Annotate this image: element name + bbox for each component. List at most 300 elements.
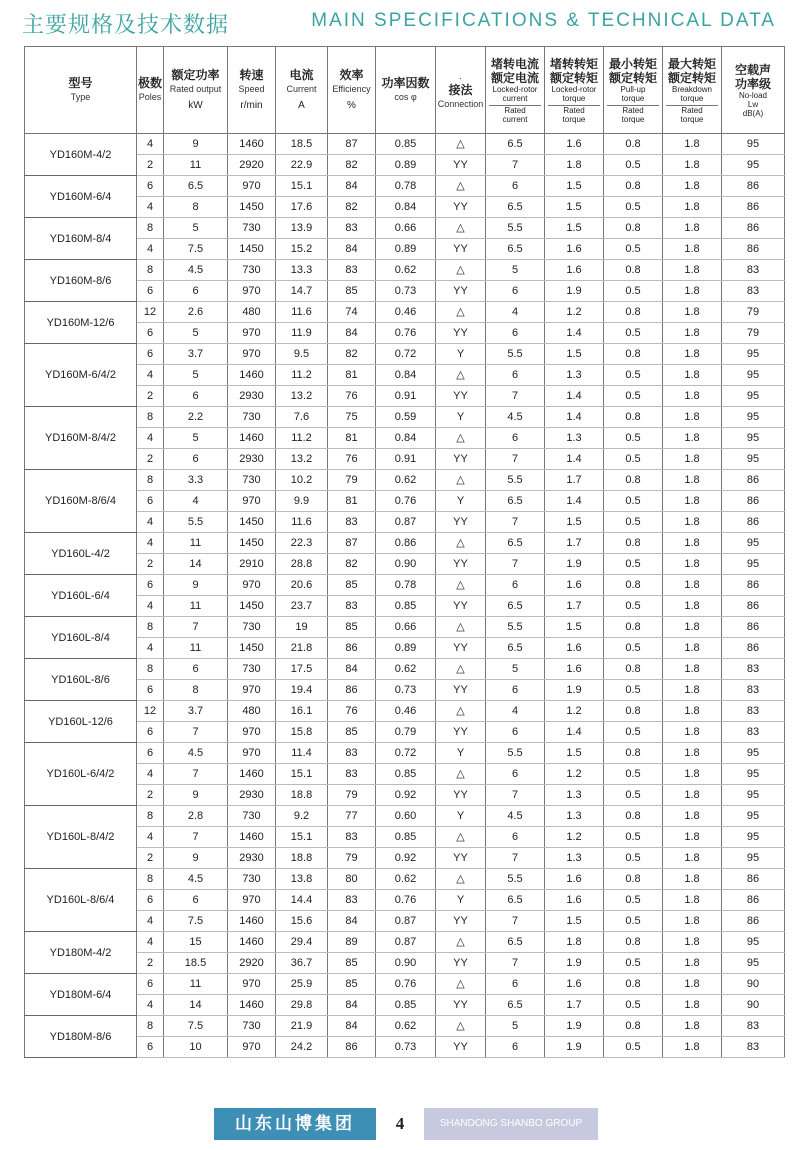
cell-speed: 1450	[228, 239, 276, 260]
cell-connection: YY	[436, 449, 486, 470]
cell-breakdown-torque-ratio: 1.8	[663, 617, 722, 638]
cell-noise-level: 95	[722, 764, 785, 785]
cell-breakdown-torque-ratio: 1.8	[663, 932, 722, 953]
cell-locked-rotor-current-ratio: 6	[486, 764, 545, 785]
cell-power-factor: 0.62	[376, 659, 436, 680]
cell-locked-rotor-torque-ratio: 1.6	[545, 239, 604, 260]
table-row	[25, 848, 785, 869]
cell-poles: 8	[137, 218, 164, 239]
cell-noise-level: 95	[722, 344, 785, 365]
cell-power-factor: 0.90	[376, 953, 436, 974]
cell-power-factor: 0.76	[376, 323, 436, 344]
table-row	[25, 239, 785, 260]
cell-locked-rotor-current-ratio: 6	[486, 365, 545, 386]
table-row	[25, 1037, 785, 1058]
cell-power-factor: 0.76	[376, 974, 436, 995]
cell-speed: 1460	[228, 995, 276, 1016]
cell-locked-rotor-torque-ratio: 1.4	[545, 449, 604, 470]
cell-locked-rotor-torque-ratio: 1.9	[545, 953, 604, 974]
cell-speed: 730	[228, 260, 276, 281]
cell-efficiency: 85	[328, 617, 376, 638]
cell-connection: △	[436, 1016, 486, 1037]
cell-noise-level: 86	[722, 911, 785, 932]
cell-current: 11.2	[276, 365, 328, 386]
cell-power-factor: 0.85	[376, 995, 436, 1016]
cell-efficiency: 83	[328, 596, 376, 617]
table-row	[25, 554, 785, 575]
cell-connection: YY	[436, 596, 486, 617]
cell-poles: 6	[137, 491, 164, 512]
cell-connection: YY	[436, 953, 486, 974]
cell-speed: 2930	[228, 386, 276, 407]
table-row	[25, 344, 785, 365]
cell-locked-rotor-torque-ratio: 1.3	[545, 428, 604, 449]
header-noise-level: 空载声 功率级 No-load Lw dB(A)	[722, 47, 785, 134]
cell-speed: 730	[228, 218, 276, 239]
cell-pull-up-torque-ratio: 0.5	[604, 281, 663, 302]
table-row	[25, 869, 785, 890]
table-row	[25, 533, 785, 554]
cell-locked-rotor-current-ratio: 6.5	[486, 533, 545, 554]
cell-power-factor: 0.76	[376, 890, 436, 911]
cell-breakdown-torque-ratio: 1.8	[663, 722, 722, 743]
cell-pull-up-torque-ratio: 0.8	[604, 344, 663, 365]
cell-connection: YY	[436, 386, 486, 407]
cell-pull-up-torque-ratio: 0.5	[604, 911, 663, 932]
cell-pull-up-torque-ratio: 0.5	[604, 386, 663, 407]
cell-efficiency: 84	[328, 995, 376, 1016]
cell-speed: 2920	[228, 953, 276, 974]
cell-power-factor: 0.91	[376, 386, 436, 407]
cell-locked-rotor-current-ratio: 6.5	[486, 890, 545, 911]
cell-breakdown-torque-ratio: 1.8	[663, 743, 722, 764]
cell-power-factor: 0.72	[376, 743, 436, 764]
cell-connection: △	[436, 932, 486, 953]
cell-breakdown-torque-ratio: 1.8	[663, 911, 722, 932]
cell-locked-rotor-torque-ratio: 1.3	[545, 785, 604, 806]
cell-poles: 4	[137, 197, 164, 218]
cell-connection: △	[436, 617, 486, 638]
cell-noise-level: 86	[722, 197, 785, 218]
cell-locked-rotor-current-ratio: 4	[486, 302, 545, 323]
cell-pull-up-torque-ratio: 0.8	[604, 470, 663, 491]
cell-locked-rotor-torque-ratio: 1.3	[545, 848, 604, 869]
cell-connection: △	[436, 533, 486, 554]
cell-connection: △	[436, 869, 486, 890]
cell-efficiency: 83	[328, 764, 376, 785]
cell-type: YD180M-8/6	[25, 1016, 137, 1058]
cell-connection: △	[436, 134, 486, 155]
cell-current: 13.9	[276, 218, 328, 239]
cell-poles: 4	[137, 827, 164, 848]
cell-pull-up-torque-ratio: 0.8	[604, 533, 663, 554]
cell-speed: 1460	[228, 428, 276, 449]
cell-poles: 6	[137, 323, 164, 344]
table-row	[25, 197, 785, 218]
cell-locked-rotor-current-ratio: 6	[486, 827, 545, 848]
cell-power-factor: 0.84	[376, 365, 436, 386]
cell-locked-rotor-torque-ratio: 1.2	[545, 302, 604, 323]
cell-current: 9.5	[276, 344, 328, 365]
table-row	[25, 407, 785, 428]
cell-noise-level: 95	[722, 428, 785, 449]
cell-locked-rotor-current-ratio: 5.5	[486, 344, 545, 365]
cell-power-factor: 0.46	[376, 701, 436, 722]
cell-efficiency: 82	[328, 344, 376, 365]
cell-locked-rotor-torque-ratio: 1.2	[545, 764, 604, 785]
cell-poles: 6	[137, 575, 164, 596]
cell-rated-output: 11	[164, 155, 228, 176]
cell-connection: Y	[436, 344, 486, 365]
cell-noise-level: 86	[722, 491, 785, 512]
cell-efficiency: 82	[328, 155, 376, 176]
cell-poles: 8	[137, 407, 164, 428]
cell-pull-up-torque-ratio: 0.5	[604, 638, 663, 659]
cell-efficiency: 85	[328, 575, 376, 596]
cell-speed: 970	[228, 281, 276, 302]
cell-type: YD160M-8/6/4	[25, 470, 137, 533]
cell-noise-level: 95	[722, 134, 785, 155]
cell-connection: Y	[436, 743, 486, 764]
cell-noise-level: 79	[722, 323, 785, 344]
cell-breakdown-torque-ratio: 1.8	[663, 491, 722, 512]
cell-power-factor: 0.62	[376, 869, 436, 890]
cell-efficiency: 85	[328, 281, 376, 302]
cell-locked-rotor-torque-ratio: 1.5	[545, 218, 604, 239]
cell-current: 15.2	[276, 239, 328, 260]
cell-power-factor: 0.73	[376, 680, 436, 701]
cell-current: 11.6	[276, 512, 328, 533]
cell-current: 11.6	[276, 302, 328, 323]
cell-poles: 8	[137, 869, 164, 890]
cell-pull-up-torque-ratio: 0.5	[604, 722, 663, 743]
cell-breakdown-torque-ratio: 1.8	[663, 701, 722, 722]
cell-locked-rotor-torque-ratio: 1.6	[545, 575, 604, 596]
cell-locked-rotor-current-ratio: 4.5	[486, 407, 545, 428]
cell-locked-rotor-torque-ratio: 1.6	[545, 260, 604, 281]
cell-speed: 1460	[228, 764, 276, 785]
cell-pull-up-torque-ratio: 0.8	[604, 260, 663, 281]
cell-pull-up-torque-ratio: 0.5	[604, 239, 663, 260]
cell-current: 17.5	[276, 659, 328, 680]
cell-pull-up-torque-ratio: 0.8	[604, 302, 663, 323]
cell-efficiency: 83	[328, 260, 376, 281]
cell-current: 18.8	[276, 848, 328, 869]
cell-breakdown-torque-ratio: 1.8	[663, 890, 722, 911]
table-body	[25, 134, 785, 1058]
cell-locked-rotor-current-ratio: 5	[486, 659, 545, 680]
cell-locked-rotor-torque-ratio: 1.4	[545, 323, 604, 344]
cell-connection: YY	[436, 155, 486, 176]
cell-breakdown-torque-ratio: 1.8	[663, 596, 722, 617]
cell-locked-rotor-current-ratio: 7	[486, 512, 545, 533]
cell-locked-rotor-torque-ratio: 1.4	[545, 722, 604, 743]
page-title-en: MAIN SPECIFICATIONS & TECHNICAL DATA	[311, 10, 776, 31]
cell-poles: 2	[137, 554, 164, 575]
cell-locked-rotor-torque-ratio: 1.2	[545, 701, 604, 722]
footer-company-cn: 山东山博集团	[214, 1108, 376, 1140]
cell-rated-output: 3.7	[164, 344, 228, 365]
cell-current: 13.8	[276, 869, 328, 890]
header-power-factor: 功率因数 cos φ	[376, 47, 436, 134]
cell-power-factor: 0.46	[376, 302, 436, 323]
cell-speed: 2910	[228, 554, 276, 575]
cell-speed: 1450	[228, 638, 276, 659]
cell-breakdown-torque-ratio: 1.8	[663, 197, 722, 218]
cell-breakdown-torque-ratio: 1.8	[663, 344, 722, 365]
cell-efficiency: 84	[328, 239, 376, 260]
cell-rated-output: 6	[164, 449, 228, 470]
cell-locked-rotor-torque-ratio: 1.4	[545, 491, 604, 512]
cell-pull-up-torque-ratio: 0.5	[604, 323, 663, 344]
cell-speed: 1460	[228, 365, 276, 386]
cell-connection: △	[436, 428, 486, 449]
cell-speed: 1450	[228, 512, 276, 533]
cell-current: 16.1	[276, 701, 328, 722]
cell-noise-level: 83	[722, 680, 785, 701]
cell-locked-rotor-current-ratio: 7	[486, 155, 545, 176]
cell-efficiency: 74	[328, 302, 376, 323]
cell-rated-output: 5	[164, 428, 228, 449]
cell-pull-up-torque-ratio: 0.5	[604, 428, 663, 449]
cell-noise-level: 90	[722, 974, 785, 995]
cell-breakdown-torque-ratio: 1.8	[663, 470, 722, 491]
cell-pull-up-torque-ratio: 0.8	[604, 176, 663, 197]
cell-locked-rotor-current-ratio: 5.5	[486, 470, 545, 491]
cell-connection: △	[436, 218, 486, 239]
cell-poles: 4	[137, 239, 164, 260]
cell-poles: 6	[137, 743, 164, 764]
cell-breakdown-torque-ratio: 1.8	[663, 848, 722, 869]
cell-locked-rotor-torque-ratio: 1.7	[545, 470, 604, 491]
cell-pull-up-torque-ratio: 0.8	[604, 617, 663, 638]
cell-speed: 970	[228, 680, 276, 701]
cell-speed: 2930	[228, 785, 276, 806]
cell-breakdown-torque-ratio: 1.8	[663, 155, 722, 176]
table-header-row	[25, 47, 785, 134]
cell-connection: YY	[436, 239, 486, 260]
cell-poles: 4	[137, 533, 164, 554]
table-row	[25, 386, 785, 407]
cell-power-factor: 0.85	[376, 596, 436, 617]
cell-locked-rotor-torque-ratio: 1.5	[545, 911, 604, 932]
cell-current: 15.1	[276, 827, 328, 848]
cell-rated-output: 6	[164, 386, 228, 407]
cell-efficiency: 76	[328, 386, 376, 407]
cell-locked-rotor-torque-ratio: 1.5	[545, 197, 604, 218]
footer-company-en: SHANDONG SHANBO GROUP	[424, 1108, 598, 1140]
cell-breakdown-torque-ratio: 1.8	[663, 575, 722, 596]
cell-efficiency: 76	[328, 701, 376, 722]
cell-rated-output: 7.5	[164, 1016, 228, 1037]
cell-type: YD160M-6/4/2	[25, 344, 137, 407]
cell-poles: 4	[137, 995, 164, 1016]
cell-noise-level: 95	[722, 953, 785, 974]
cell-connection: △	[436, 659, 486, 680]
cell-locked-rotor-torque-ratio: 1.7	[545, 596, 604, 617]
cell-locked-rotor-current-ratio: 4	[486, 701, 545, 722]
cell-rated-output: 9	[164, 575, 228, 596]
cell-current: 23.7	[276, 596, 328, 617]
cell-locked-rotor-current-ratio: 5.5	[486, 869, 545, 890]
cell-noise-level: 86	[722, 596, 785, 617]
cell-locked-rotor-torque-ratio: 1.5	[545, 344, 604, 365]
cell-breakdown-torque-ratio: 1.8	[663, 407, 722, 428]
cell-noise-level: 95	[722, 848, 785, 869]
table-row	[25, 470, 785, 491]
cell-rated-output: 9	[164, 848, 228, 869]
cell-current: 18.8	[276, 785, 328, 806]
cell-connection: YY	[436, 281, 486, 302]
cell-breakdown-torque-ratio: 1.8	[663, 638, 722, 659]
cell-breakdown-torque-ratio: 1.8	[663, 176, 722, 197]
header-efficiency: 效率 Efficiency %	[328, 47, 376, 134]
cell-locked-rotor-torque-ratio: 1.5	[545, 743, 604, 764]
cell-power-factor: 0.92	[376, 785, 436, 806]
cell-connection: YY	[436, 722, 486, 743]
table-row	[25, 134, 785, 155]
cell-power-factor: 0.78	[376, 176, 436, 197]
cell-pull-up-torque-ratio: 0.8	[604, 743, 663, 764]
cell-pull-up-torque-ratio: 0.8	[604, 1016, 663, 1037]
cell-rated-output: 6	[164, 890, 228, 911]
cell-speed: 730	[228, 407, 276, 428]
cell-power-factor: 0.72	[376, 344, 436, 365]
cell-locked-rotor-current-ratio: 6.5	[486, 596, 545, 617]
cell-breakdown-torque-ratio: 1.8	[663, 365, 722, 386]
cell-power-factor: 0.62	[376, 260, 436, 281]
cell-power-factor: 0.62	[376, 1016, 436, 1037]
cell-locked-rotor-current-ratio: 6	[486, 974, 545, 995]
cell-type: YD160M-6/4	[25, 176, 137, 218]
cell-connection: YY	[436, 848, 486, 869]
cell-noise-level: 86	[722, 512, 785, 533]
cell-poles: 2	[137, 785, 164, 806]
cell-breakdown-torque-ratio: 1.8	[663, 302, 722, 323]
cell-power-factor: 0.76	[376, 491, 436, 512]
cell-connection: YY	[436, 512, 486, 533]
cell-poles: 4	[137, 365, 164, 386]
cell-speed: 1450	[228, 596, 276, 617]
cell-current: 29.4	[276, 932, 328, 953]
cell-efficiency: 83	[328, 743, 376, 764]
cell-poles: 6	[137, 680, 164, 701]
cell-rated-output: 4	[164, 491, 228, 512]
cell-current: 21.9	[276, 1016, 328, 1037]
cell-locked-rotor-current-ratio: 6.5	[486, 995, 545, 1016]
cell-current: 15.6	[276, 911, 328, 932]
cell-locked-rotor-current-ratio: 6.5	[486, 491, 545, 512]
cell-noise-level: 95	[722, 785, 785, 806]
cell-speed: 970	[228, 974, 276, 995]
cell-pull-up-torque-ratio: 0.5	[604, 848, 663, 869]
cell-rated-output: 9	[164, 785, 228, 806]
cell-locked-rotor-current-ratio: 6	[486, 176, 545, 197]
cell-efficiency: 81	[328, 365, 376, 386]
table-row	[25, 701, 785, 722]
cell-efficiency: 84	[328, 1016, 376, 1037]
cell-connection: △	[436, 701, 486, 722]
cell-locked-rotor-torque-ratio: 1.5	[545, 512, 604, 533]
cell-rated-output: 11	[164, 974, 228, 995]
cell-breakdown-torque-ratio: 1.8	[663, 953, 722, 974]
cell-power-factor: 0.66	[376, 218, 436, 239]
table-row	[25, 281, 785, 302]
cell-poles: 8	[137, 806, 164, 827]
cell-speed: 970	[228, 1037, 276, 1058]
cell-pull-up-torque-ratio: 0.8	[604, 218, 663, 239]
cell-current: 13.2	[276, 386, 328, 407]
cell-rated-output: 14	[164, 554, 228, 575]
table-row	[25, 953, 785, 974]
cell-locked-rotor-current-ratio: 7	[486, 953, 545, 974]
cell-poles: 8	[137, 1016, 164, 1037]
cell-power-factor: 0.91	[376, 449, 436, 470]
cell-efficiency: 86	[328, 1037, 376, 1058]
cell-rated-output: 2.8	[164, 806, 228, 827]
cell-locked-rotor-torque-ratio: 1.4	[545, 407, 604, 428]
table-row	[25, 176, 785, 197]
cell-noise-level: 83	[722, 1037, 785, 1058]
cell-power-factor: 0.78	[376, 575, 436, 596]
cell-connection: Y	[436, 407, 486, 428]
cell-pull-up-torque-ratio: 0.8	[604, 701, 663, 722]
cell-poles: 4	[137, 764, 164, 785]
cell-speed: 730	[228, 617, 276, 638]
cell-noise-level: 86	[722, 575, 785, 596]
cell-breakdown-torque-ratio: 1.8	[663, 239, 722, 260]
cell-speed: 970	[228, 176, 276, 197]
cell-type: YD180M-4/2	[25, 932, 137, 974]
cell-locked-rotor-torque-ratio: 1.5	[545, 617, 604, 638]
cell-poles: 4	[137, 596, 164, 617]
cell-current: 15.1	[276, 764, 328, 785]
cell-locked-rotor-torque-ratio: 1.9	[545, 554, 604, 575]
cell-breakdown-torque-ratio: 1.8	[663, 785, 722, 806]
cell-speed: 2930	[228, 449, 276, 470]
cell-breakdown-torque-ratio: 1.8	[663, 659, 722, 680]
cell-pull-up-torque-ratio: 0.5	[604, 890, 663, 911]
cell-rated-output: 15	[164, 932, 228, 953]
cell-pull-up-torque-ratio: 0.5	[604, 953, 663, 974]
cell-locked-rotor-current-ratio: 6	[486, 1037, 545, 1058]
cell-connection: Y	[436, 890, 486, 911]
cell-speed: 1460	[228, 827, 276, 848]
table-row	[25, 911, 785, 932]
cell-speed: 2930	[228, 848, 276, 869]
cell-power-factor: 0.60	[376, 806, 436, 827]
cell-current: 29.8	[276, 995, 328, 1016]
cell-breakdown-torque-ratio: 1.8	[663, 386, 722, 407]
cell-locked-rotor-current-ratio: 7	[486, 554, 545, 575]
cell-rated-output: 11	[164, 638, 228, 659]
cell-efficiency: 79	[328, 470, 376, 491]
cell-locked-rotor-current-ratio: 6	[486, 428, 545, 449]
cell-rated-output: 6	[164, 659, 228, 680]
cell-efficiency: 84	[328, 911, 376, 932]
cell-efficiency: 81	[328, 491, 376, 512]
cell-current: 17.6	[276, 197, 328, 218]
cell-noise-level: 95	[722, 743, 785, 764]
cell-breakdown-torque-ratio: 1.8	[663, 554, 722, 575]
cell-power-factor: 0.84	[376, 197, 436, 218]
cell-poles: 6	[137, 344, 164, 365]
cell-noise-level: 83	[722, 701, 785, 722]
cell-current: 22.3	[276, 533, 328, 554]
cell-connection: YY	[436, 323, 486, 344]
cell-breakdown-torque-ratio: 1.8	[663, 806, 722, 827]
cell-poles: 8	[137, 617, 164, 638]
